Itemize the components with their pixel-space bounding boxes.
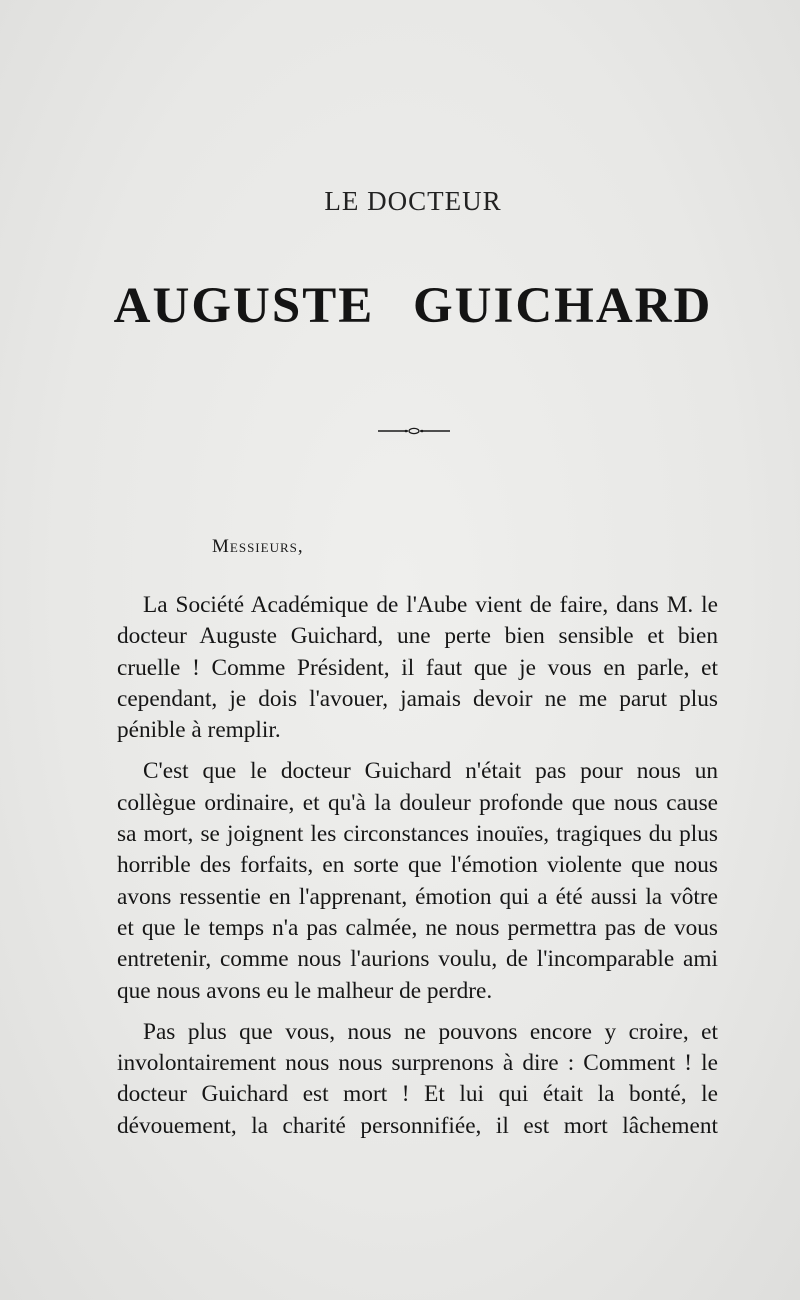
title-kicker: LE DOCTEUR — [324, 186, 502, 216]
paragraph: C'est que le docteur Guichard n'était pas pour nous un collègue ordinaire, et qu'à la douleur profonde que nous cause sa mort, se joignent les circonstances inouïes, tragiques du plus horrible des forfaits, en sorte que l'émotion violente que nous avons ressentie en l'apprenant, émotion qui a été aussi la vôtre et que le temps n'a pas calmée, ne nous permettra pas de vous entretenir, comme nous l'aurions voulu, de l'incomparable ami que nous avons eu le malheur de perdre. — [117, 758, 718, 1004]
page-title: AUGUSTE GUICHARD — [113, 278, 713, 334]
paragraph: Pas plus que vous, nous ne pouvons encore y croire, et involontairement nous nous surprenons à dire : Comment ! le docteur Guichard est mort ! Et lui qui était la bonté, le dévouement, la charité personnifiée, il est mort lâchement — [117, 1018, 718, 1139]
paragraph: La Société Académique de l'Aube vient de faire, dans M. le docteur Auguste Guichard, une perte bien sensible et bien cruelle ! Comme Président, il faut que je vous en parle, et cependant, je dois l'avouer, jamais devoir ne me parut plus pénible à remplir. — [117, 592, 718, 744]
decorative-rule-ornament-icon — [378, 424, 450, 438]
salutation: Messieurs, — [212, 536, 304, 557]
body-text — [117, 590, 718, 1152]
